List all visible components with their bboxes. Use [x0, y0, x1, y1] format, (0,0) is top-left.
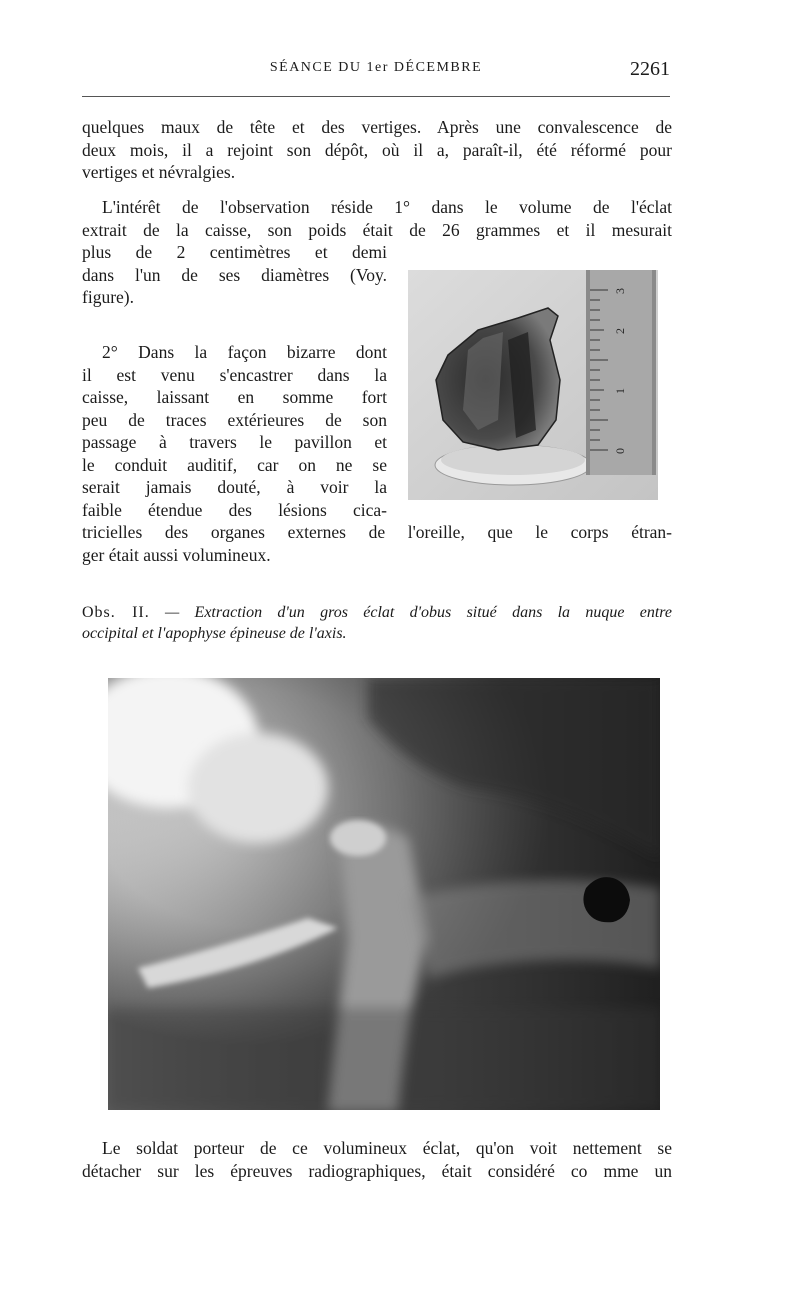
ruler-tick-2: 2: [613, 328, 627, 334]
text-line: 2° Dans la façon bizarre dont: [102, 342, 387, 362]
paragraph-2-wrapped: [82, 241, 387, 309]
fragment-photo-svg: [408, 270, 658, 500]
page-number: 2261: [630, 58, 670, 80]
text-line: ger était aussi volumineux.: [82, 544, 271, 565]
obs-line-1: [82, 602, 672, 623]
text-line: passage à travers le pavillon et: [82, 432, 387, 452]
text-line: serait jamais douté, à voir la: [82, 477, 387, 497]
text-line: détacher sur les épreuves radiographiques, était considéré co mme un: [82, 1160, 672, 1181]
radiograph-svg: [108, 678, 660, 1110]
running-head: [82, 58, 670, 82]
text-line: L'intérêt de l'observation réside 1° dans le volume de l'éclat: [102, 197, 672, 217]
paragraph-1: [82, 116, 672, 184]
header-rule: [82, 96, 670, 97]
paragraph-3: [82, 521, 672, 566]
paragraph-2: [82, 196, 672, 241]
text-line: quelques maux de tête et des vertiges. Après une convalescence de: [82, 117, 672, 137]
text-line: extrait de la caisse, son poids était de 26 grammes et il mesurait: [82, 219, 672, 240]
text-line: faible étendue des lésions cica-: [82, 499, 387, 520]
text-line: peu de traces extérieures de son: [82, 409, 387, 430]
text-line: le conduit auditif, car on ne se: [82, 454, 387, 475]
text-line: tricielles des organes externes de l'oreille, que le corps étran-: [82, 522, 672, 542]
observation-heading: [82, 602, 672, 644]
obs-label: Obs. II.: [82, 604, 150, 621]
text-line: deux mois, il a rejoint son dépôt, où il a, paraît-il, été réformé pour: [82, 139, 672, 160]
ruler-tick-0: 0: [613, 448, 627, 454]
closing-paragraph: [82, 1137, 672, 1182]
obs-title-part-1: — Extraction d'un gros éclat d'obus situé dans la nuque entre: [149, 604, 673, 621]
text-line: figure).: [82, 287, 134, 307]
shell-fragment-photo-icon: [408, 270, 658, 500]
ruler-tick-1: 1: [613, 388, 627, 394]
text-line: plus de 2 centimètres et demi: [82, 242, 387, 262]
running-title: SÉANCE DU 1er DÉCEMBRE: [269, 60, 483, 75]
text-line: vertiges et névralgies.: [82, 162, 236, 182]
text-line: dans l'un de ses diamètres (Voy.: [82, 264, 387, 285]
neck-radiograph-icon: [108, 678, 660, 1110]
text-line: il est venu s'encastrer dans la: [82, 364, 387, 385]
text-line: caisse, laissant en somme fort: [82, 387, 387, 407]
text-line: Le soldat porteur de ce volumineux éclat, qu'on voit nettement se: [102, 1138, 672, 1158]
obs-title-part-2: occipital et l'apophyse épineuse de l'axis.: [82, 625, 347, 642]
paragraph-3-wrapped: [82, 341, 387, 521]
ruler-tick-3: 3: [613, 288, 627, 294]
